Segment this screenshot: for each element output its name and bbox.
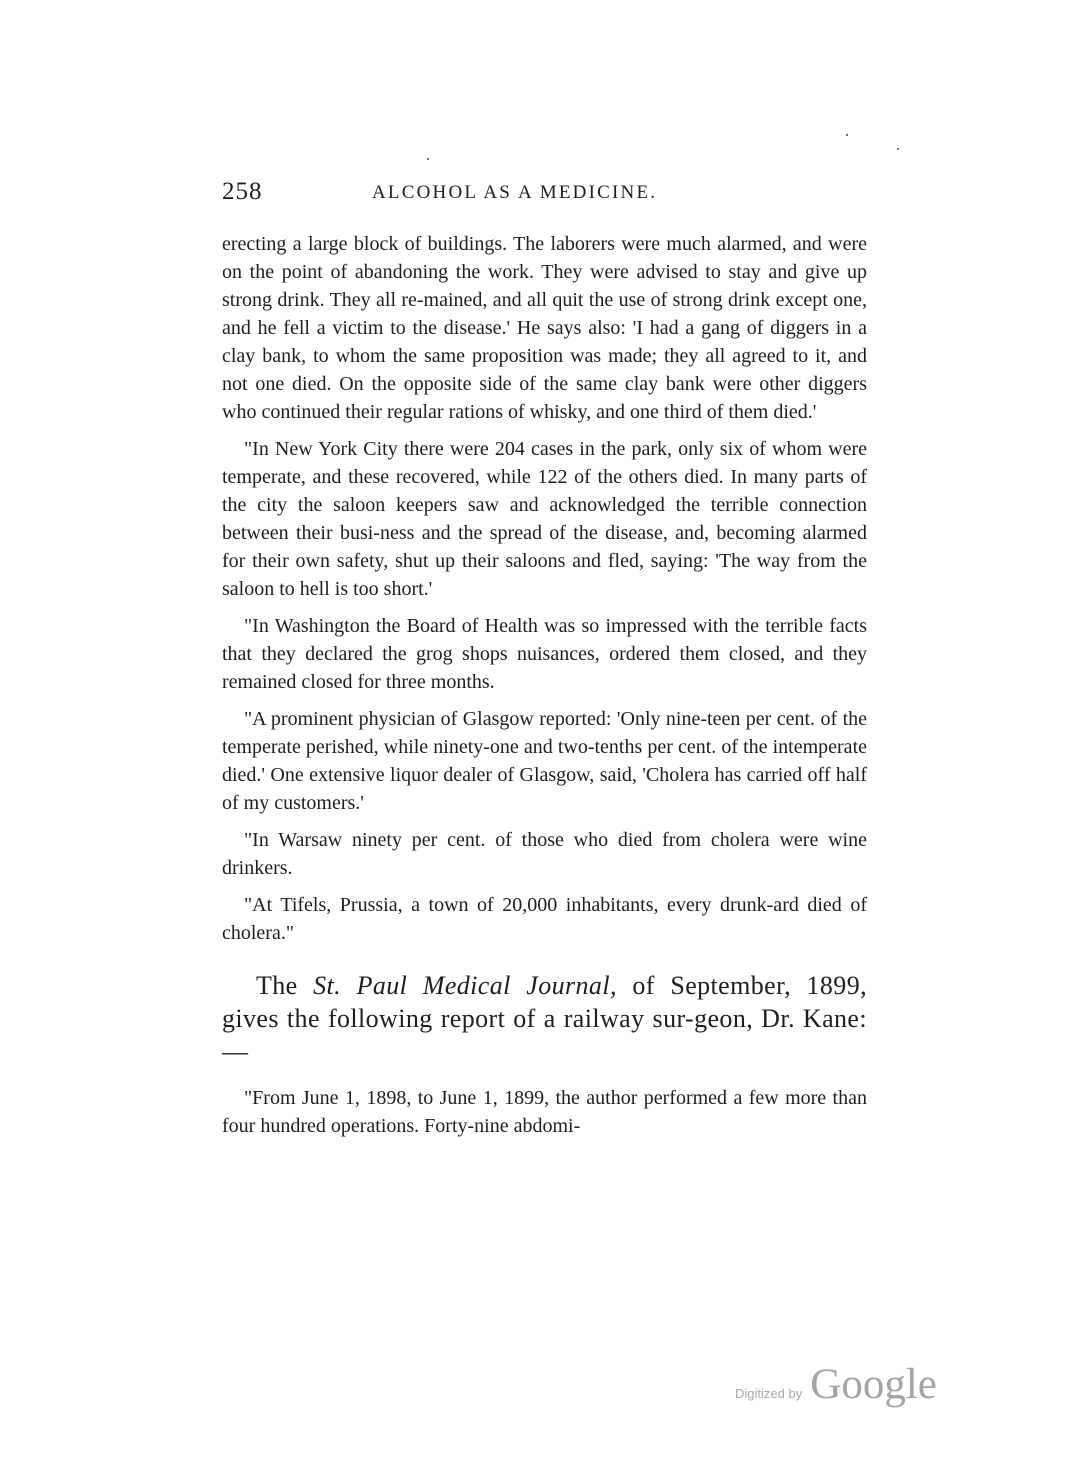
paragraph: "In Washington the Board of Health was so impressed with the terrible facts that they declared the grog shops nuisances, ordered them closed, and they remained closed for three months.	[222, 615, 867, 693]
paragraph: "In Warsaw ninety per cent. of those who died from cholera were wine drinkers.	[222, 829, 867, 879]
page-number: 258	[222, 178, 263, 205]
scan-speck	[427, 158, 429, 160]
digitized-by-google-watermark	[735, 1360, 937, 1408]
google-logo: Google	[810, 1361, 937, 1408]
page-body	[222, 230, 867, 1149]
paragraph: "A prominent physician of Glasgow reported: 'Only nine-teen per cent. of the temperate perished, while ninety-one and two-tenths per cent. of the intemperate died.' One extensive liquor dealer of Glasgow, said, 'Cholera has carried off half of my customers.'	[222, 708, 867, 814]
running-title: ALCOHOL AS A MEDICINE.	[372, 182, 658, 203]
journal-title: St. Paul Medical Journal,	[313, 971, 617, 1000]
page-header	[222, 178, 867, 214]
intro-text-after: of September, 1899, gives the following report of a railway sur-geon, Dr. Kane:—	[222, 971, 867, 1066]
scan-speck	[846, 134, 848, 136]
intro-paragraph	[222, 969, 867, 1068]
watermark-prefix: Digitized by	[735, 1386, 803, 1401]
paragraph: erecting a large block of buildings. The laborers were much alarmed, and were on the point of abandoning the work. They were advised to stay and give up strong drink. They all re-mained, and all quit the use of strong drink except one, and he fell a victim to the disease.' He says also: 'I had a gang of diggers in a clay bank, to whom the same proposition was made; they all agreed to it, and not one died. On the opposite side of the same clay bank were other diggers who continued their regular rations of whisky, and one third of them died.'	[222, 233, 867, 423]
intro-text-before: The	[256, 971, 298, 1000]
scan-speck	[897, 148, 899, 150]
paragraph: "From June 1, 1898, to June 1, 1899, the author performed a few more than four hundred operations. Forty-nine abdomi-	[222, 1087, 867, 1137]
paragraph: "At Tifels, Prussia, a town of 20,000 inhabitants, every drunk-ard died of cholera."	[222, 894, 867, 944]
paragraph: "In New York City there were 204 cases in the park, only six of whom were temperate, and these recovered, while 122 of the others died. In many parts of the city the saloon keepers saw and acknowledged the terrible connection between their busi-ness and the spread of the disease, and, becoming alarmed for their own safety, shut up their saloons and fled, saying: 'The way from the saloon to hell is too short.'	[222, 438, 867, 600]
